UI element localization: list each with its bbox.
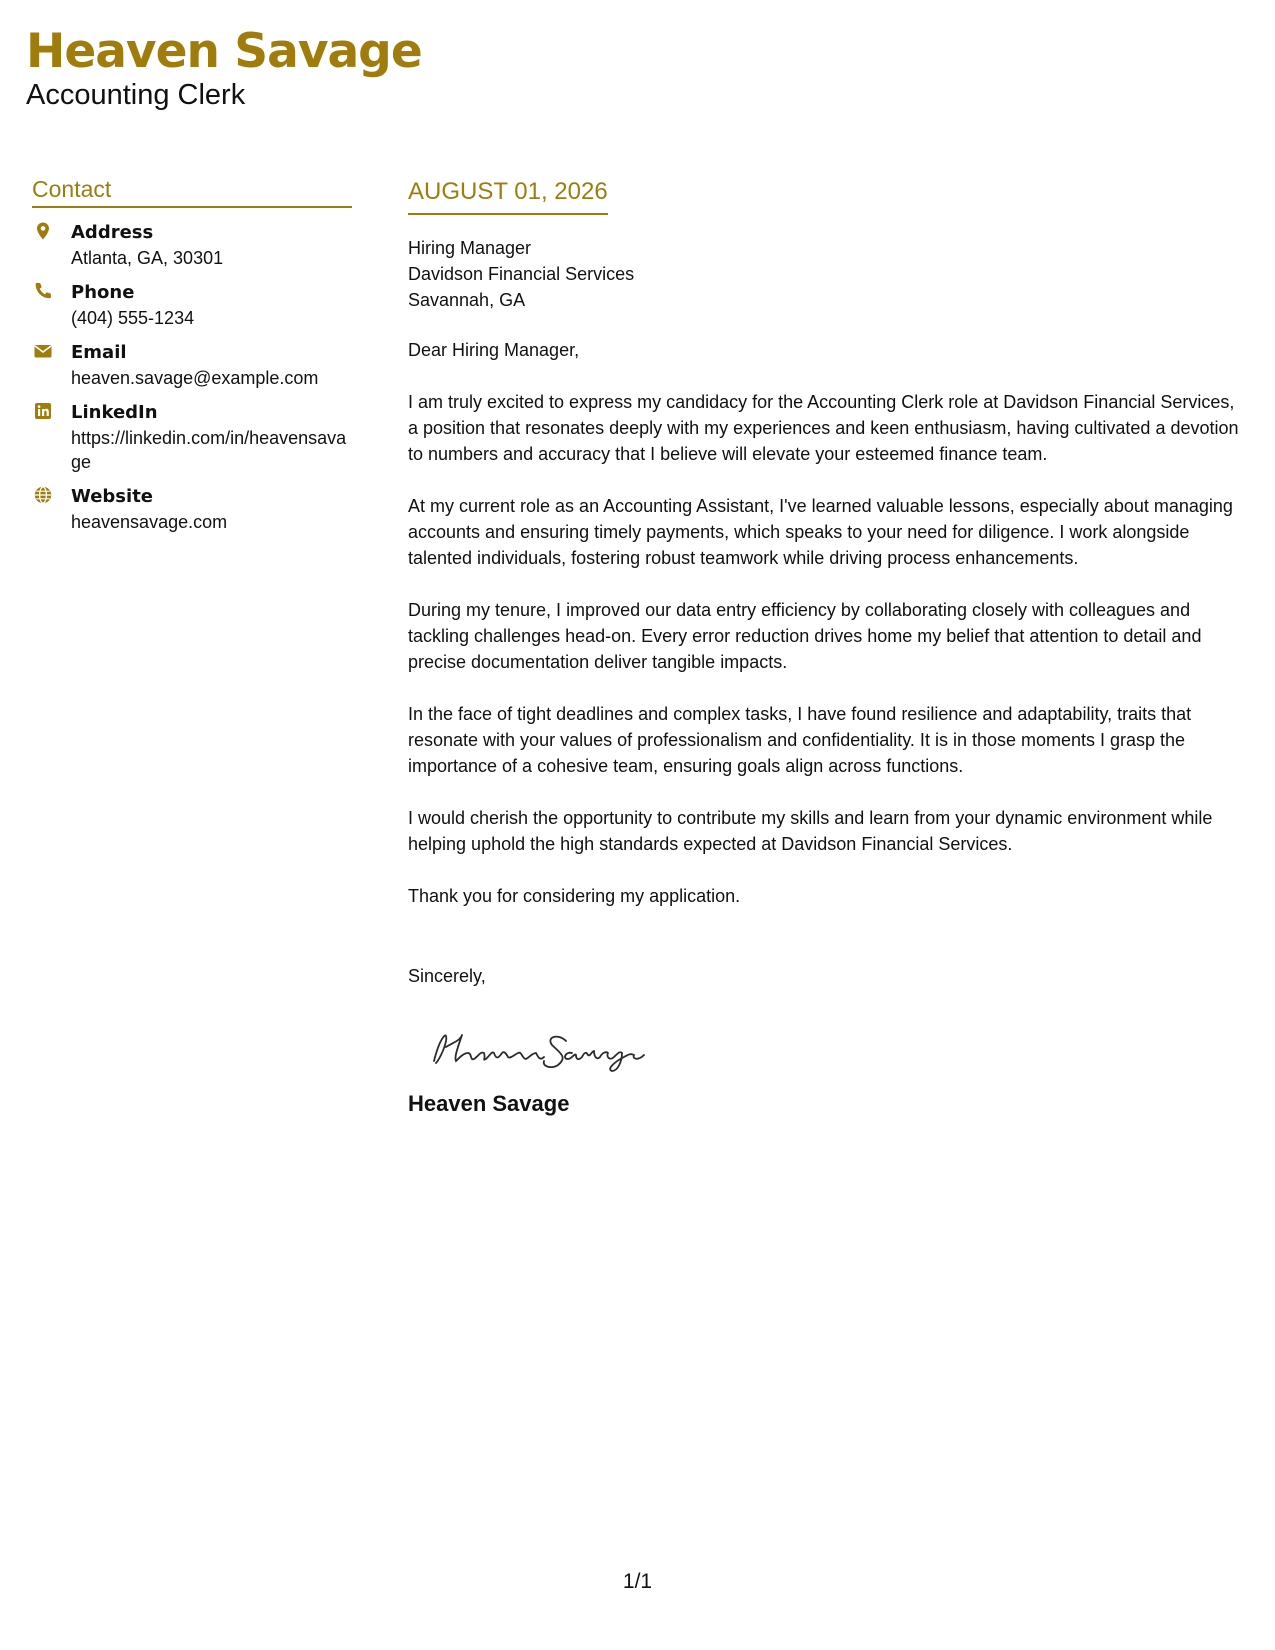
letter-body [408, 176, 1243, 1119]
email-value[interactable]: heaven.savage@example.com [71, 368, 319, 388]
signer-name: Heaven Savage [408, 1091, 570, 1116]
paragraph-4: In the face of tight deadlines and complex tasks, I have found resilience and adaptability, traits that resonate with your values of professionalism and confidentiality. It is in those moments I grasp the importance of a cohesive team, ensuring goals align across functions. [408, 704, 1192, 776]
contact-item-linkedin [32, 400, 352, 474]
address-label: Address [71, 222, 154, 243]
paragraph-3: During my tenure, I improved our data entry efficiency by collaborating closely with colleagues and tackling challenges head-on. Every error reduction drives home my belief that attention to detail and precise documentation deliver tangible impacts. [408, 600, 1202, 672]
phone-label: Phone [71, 282, 135, 303]
envelope-icon [32, 340, 54, 362]
contact-heading: Contact [32, 174, 352, 208]
website-label: Website [71, 486, 154, 507]
paragraph-2: At my current role as an Accounting Assistant, I've learned valuable lessons, especially about managing accounts and ensuring timely payments, which speaks to your need for diligence. I work alongside talented individuals, fostering robust teamwork while driving process enhancements. [408, 496, 1233, 568]
signature-image [426, 1017, 666, 1077]
linkedin-icon [32, 400, 54, 422]
applicant-name: Heaven Savage [26, 24, 422, 79]
page-number: 1/1 [622, 1570, 653, 1593]
paragraph-1: I am truly excited to express my candidacy for the Accounting Clerk role at Davidson Financial Services, a position that resonates deeply with my experiences and keen enthusiasm, having cultivated a devotion to numbers and accuracy that I believe will elevate your esteemed finance team. [408, 392, 1239, 464]
recipient-location: Savannah, GA [408, 290, 526, 310]
recipient-company: Davidson Financial Services [408, 264, 635, 284]
contact-item-website [32, 484, 352, 534]
recipient-name: Hiring Manager [408, 238, 532, 258]
contact-item-phone [32, 280, 352, 330]
paragraph-thanks: Thank you for considering my application. [408, 886, 741, 906]
paragraph-5: I would cherish the opportunity to contribute my skills and learn from your dynamic environment while helping uphold the high standards expected at Davidson Financial Services. [408, 808, 1213, 854]
header [26, 22, 422, 112]
letter-date: AUGUST 01, 2026 [408, 176, 608, 215]
contact-item-email [32, 340, 352, 390]
contact-item-address [32, 220, 352, 270]
map-pin-icon [32, 220, 54, 242]
linkedin-label: LinkedIn [71, 402, 158, 423]
salutation: Dear Hiring Manager, [408, 340, 580, 360]
contact-sidebar [32, 174, 352, 544]
email-label: Email [71, 342, 127, 363]
website-value[interactable]: heavensavage.com [71, 512, 228, 532]
linkedin-value[interactable]: https://linkedin.com/in/heavensavage [71, 428, 347, 472]
phone-icon [32, 280, 54, 302]
phone-value: (404) 555-1234 [71, 308, 195, 328]
address-value: Atlanta, GA, 30301 [71, 248, 224, 268]
globe-icon [32, 484, 54, 506]
recipient-block [408, 235, 1243, 313]
closing: Sincerely, [408, 966, 486, 986]
job-title: Accounting Clerk [26, 79, 246, 111]
